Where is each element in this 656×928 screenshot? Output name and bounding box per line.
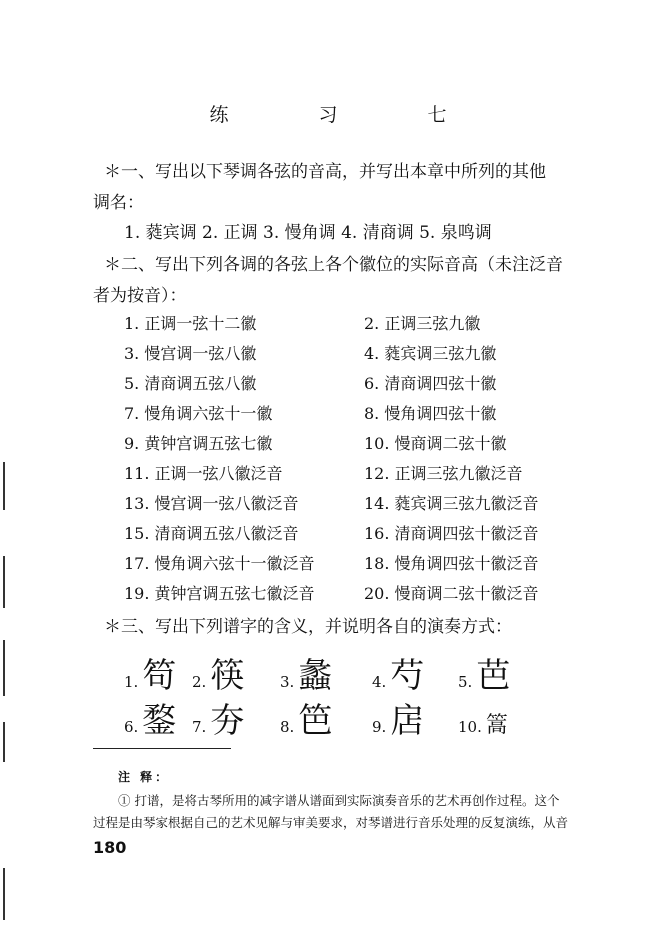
notes-label: 注 释： bbox=[118, 770, 171, 784]
tablature-glyph: 蠡 bbox=[298, 656, 333, 696]
tablature-number: 1. bbox=[124, 673, 139, 691]
note-line-2: 过程是由琴家根据自己的艺术见解与审美要求，对琴谱进行音乐处理的反复演练，从音 bbox=[93, 815, 569, 830]
exercise-item: 1. 正调一弦十二徽 bbox=[124, 314, 257, 333]
section1-line1: ＊一、写出以下琴调各弦的音高，并写出本章中所列的其他 bbox=[104, 162, 546, 182]
tablature-glyph: 筷 bbox=[210, 656, 245, 696]
exercise-item: 19. 黄钟宫调五弦七徽泛音 bbox=[124, 584, 315, 603]
exercise-item: 17. 慢角调六弦十一徽泛音 bbox=[124, 554, 315, 573]
tablature-number: 4. bbox=[372, 673, 387, 691]
exercise-item: 13. 慢宫调一弦八徽泛音 bbox=[124, 494, 299, 513]
exercise-item: 2. 正调三弦九徽 bbox=[364, 314, 481, 333]
exercise-item: 14. 蕤宾调三弦九徽泛音 bbox=[364, 494, 539, 513]
section1-tunings: 1. 蕤宾调 2. 正调 3. 慢角调 4. 清商调 5. 泉鸣调 bbox=[124, 223, 492, 243]
tablature-glyph: 芍 bbox=[390, 656, 425, 696]
exercise-row bbox=[124, 553, 584, 583]
exercise-item: 15. 清商调五弦八徽泛音 bbox=[124, 524, 299, 543]
tablature-glyph: 篙 bbox=[485, 713, 508, 738]
footnote-divider bbox=[93, 748, 231, 749]
tablature-glyph: 笆 bbox=[298, 701, 333, 741]
exercise-item: 6. 清商调四弦十徽 bbox=[364, 374, 497, 393]
exercise-item: 11. 正调一弦八徽泛音 bbox=[124, 464, 283, 483]
tablature-number: 10. bbox=[458, 718, 482, 736]
exercise-row bbox=[124, 373, 584, 403]
tablature-number: 9. bbox=[372, 718, 387, 736]
exercise-item: 8. 慢角调四弦十徽 bbox=[364, 404, 497, 423]
note-line-1: ① 打谱，是将古琴所用的减字谱从谱面到实际演奏音乐的艺术再创作过程。这个 bbox=[118, 793, 560, 808]
tablature-glyph: 芭 bbox=[476, 656, 511, 696]
exercise-item: 7. 慢角调六弦十一徽 bbox=[124, 404, 273, 423]
exercise-row bbox=[124, 343, 584, 373]
tablature-item bbox=[280, 648, 372, 697]
exercise-row bbox=[124, 313, 584, 343]
exercise-row bbox=[124, 403, 584, 433]
tablature-row-2 bbox=[124, 693, 508, 742]
section1-line2: 调名： bbox=[93, 193, 144, 213]
section2-line1: ＊二、写出下列各调的各弦上各个徽位的实际音高（未注泛音 bbox=[104, 255, 563, 275]
tablature-glyph: 鍪 bbox=[142, 701, 177, 741]
exercise-item: 3. 慢宫调一弦八徽 bbox=[124, 344, 257, 363]
exercise-item: 10. 慢商调二弦十徽 bbox=[364, 434, 507, 453]
tablature-number: 8. bbox=[280, 718, 295, 736]
tablature-item bbox=[372, 693, 458, 742]
section2-line2: 者为按音）： bbox=[93, 286, 187, 306]
tablature-item bbox=[458, 708, 508, 739]
exercise-row bbox=[124, 433, 584, 463]
exercise-row bbox=[124, 583, 584, 613]
exercise-row bbox=[124, 493, 584, 523]
exercise-item: 5. 清商调五弦八徽 bbox=[124, 374, 257, 393]
exercise-item: 16. 清商调四弦十徽泛音 bbox=[364, 524, 539, 543]
exercise-list bbox=[124, 313, 584, 613]
exercise-row bbox=[124, 523, 584, 553]
tablature-item bbox=[372, 648, 458, 697]
tablature-row-1 bbox=[124, 648, 510, 697]
exercise-item: 4. 蕤宾调三弦九徽 bbox=[364, 344, 497, 363]
tablature-item bbox=[192, 648, 280, 697]
exercise-row bbox=[124, 463, 584, 493]
tablature-number: 2. bbox=[192, 673, 207, 691]
tablature-item bbox=[280, 693, 372, 742]
exercise-item: 20. 慢商调二弦十徽泛音 bbox=[364, 584, 539, 603]
tablature-glyph: 扂 bbox=[390, 701, 425, 741]
tablature-glyph: 笱 bbox=[142, 656, 177, 696]
tablature-item bbox=[124, 693, 192, 742]
scan-edge-mark bbox=[3, 722, 5, 762]
scan-edge-mark bbox=[3, 556, 5, 608]
exercise-item: 18. 慢角调四弦十徽泛音 bbox=[364, 554, 539, 573]
scan-edge-mark bbox=[3, 640, 5, 696]
tablature-item bbox=[124, 648, 192, 697]
scan-edge-mark bbox=[3, 868, 5, 920]
tablature-number: 7. bbox=[192, 718, 207, 736]
tablature-number: 6. bbox=[124, 718, 139, 736]
tablature-number: 3. bbox=[280, 673, 295, 691]
exercise-item: 9. 黄钟宫调五弦七徽 bbox=[124, 434, 273, 453]
tablature-item bbox=[458, 648, 510, 697]
scan-edge-mark bbox=[3, 462, 5, 510]
page-title: 练 习 七 bbox=[209, 104, 489, 126]
page-number: 180 bbox=[93, 838, 127, 857]
tablature-number: 5. bbox=[458, 673, 473, 691]
section3-line1: ＊三、写出下列谱字的含义，并说明各自的演奏方式： bbox=[104, 617, 512, 637]
exercise-item: 12. 正调三弦九徽泛音 bbox=[364, 464, 523, 483]
tablature-item bbox=[192, 693, 280, 742]
tablature-glyph: 夯 bbox=[210, 701, 245, 741]
